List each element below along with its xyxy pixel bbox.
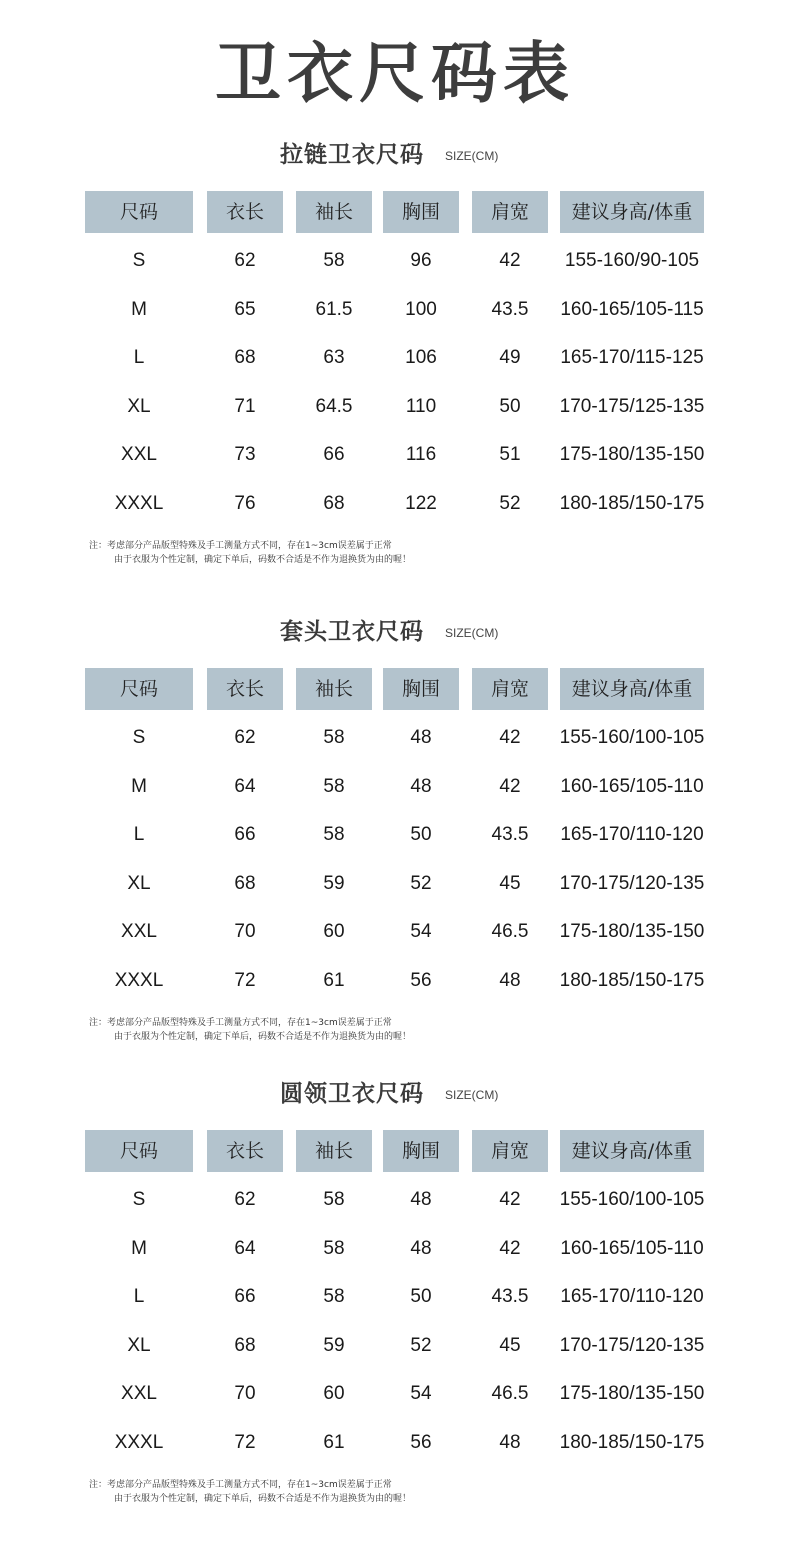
header-chest: 胸围 — [383, 1130, 459, 1172]
cell-sleeve: 58 — [323, 727, 345, 748]
size-table-section — [0, 1079, 790, 1504]
cell-size: XXXL — [114, 970, 164, 991]
cell-size: XXL — [121, 1383, 157, 1405]
table-row — [0, 1225, 790, 1273]
cell-size: XL — [127, 872, 151, 894]
cell-chest: 96 — [410, 250, 432, 271]
cell-chest: 48 — [410, 727, 432, 748]
cell-height-weight: 165-170/110-120 — [560, 1286, 704, 1308]
section-unit-label: SIZE(CM) — [445, 149, 499, 163]
header-chest: 胸围 — [383, 191, 459, 233]
table-header — [0, 1130, 790, 1172]
cell-height-weight: 180-185/150-175 — [559, 493, 705, 514]
disclaimer-line-2: 由于衣服为个性定制，确定下单后，码数不合适是不作为退换货为由的喔！ — [114, 1494, 412, 1504]
cell-length: 62 — [234, 250, 256, 271]
cell-size: XXXL — [114, 1432, 164, 1453]
cell-size: L — [133, 824, 145, 846]
cell-shoulder: 46.5 — [491, 921, 529, 943]
cell-sleeve: 66 — [323, 444, 345, 466]
cell-height-weight: 175-180/135-150 — [559, 444, 705, 466]
disclaimer-line-2: 由于衣服为个性定制，确定下单后，码数不合适是不作为退换货为由的喔！ — [114, 555, 412, 565]
cell-chest: 50 — [410, 1286, 432, 1308]
cell-length: 62 — [234, 727, 256, 748]
cell-sleeve: 59 — [323, 872, 345, 894]
table-row — [0, 957, 790, 1005]
disclaimer-line-1: 注：考虑部分产品版型特殊及手工测量方式不同，存在1~3cm误差属于正常 — [89, 541, 392, 551]
cell-height-weight: 170-175/125-135 — [559, 395, 705, 417]
section-title-text: 圆领卫衣尺码 — [280, 1081, 424, 1107]
cell-sleeve: 58 — [323, 1189, 345, 1210]
cell-shoulder: 42 — [499, 727, 521, 748]
table-row — [0, 1322, 790, 1370]
cell-chest: 56 — [410, 970, 432, 991]
cell-sleeve: 61 — [323, 1432, 345, 1453]
cell-shoulder: 45 — [499, 1334, 521, 1356]
cell-size: XL — [127, 1334, 151, 1356]
header-length: 衣长 — [207, 1130, 283, 1172]
cell-size: L — [133, 1286, 145, 1308]
cell-shoulder: 42 — [499, 1237, 521, 1259]
cell-height-weight: 165-170/110-120 — [560, 824, 704, 846]
cell-chest: 48 — [410, 775, 432, 797]
cell-chest: 54 — [410, 921, 432, 943]
table-row — [0, 1419, 790, 1467]
cell-height-weight: 180-185/150-175 — [559, 970, 705, 991]
header-sleeve: 袖长 — [296, 1130, 372, 1172]
cell-length: 66 — [234, 824, 256, 846]
cell-length: 68 — [234, 347, 256, 369]
cell-length: 64 — [234, 775, 256, 797]
cell-length: 62 — [234, 1189, 256, 1210]
header-shoulder: 肩宽 — [472, 191, 548, 233]
disclaimer-line-1: 注：考虑部分产品版型特殊及手工测量方式不同，存在1~3cm误差属于正常 — [89, 1480, 392, 1490]
cell-chest: 110 — [405, 395, 437, 417]
cell-height-weight: 160-165/105-115 — [560, 298, 704, 320]
cell-size: XXL — [121, 921, 157, 943]
cell-length: 68 — [234, 1334, 256, 1356]
disclaimer-line-1: 注：考虑部分产品版型特殊及手工测量方式不同，存在1~3cm误差属于正常 — [89, 1018, 392, 1028]
size-table-section — [0, 617, 790, 1042]
cell-length: 70 — [234, 921, 256, 943]
cell-shoulder: 43.5 — [491, 824, 529, 846]
cell-length: 72 — [234, 970, 256, 991]
table-row — [0, 480, 790, 528]
table-row — [0, 1273, 790, 1321]
cell-shoulder: 42 — [499, 1189, 521, 1210]
cell-length: 68 — [234, 872, 256, 894]
table-header — [0, 191, 790, 233]
cell-shoulder: 42 — [499, 775, 521, 797]
section-title — [0, 617, 790, 647]
header-height-weight: 建议身高/体重 — [560, 1130, 704, 1172]
size-table-section — [0, 140, 790, 565]
table-row — [0, 286, 790, 334]
header-height-weight: 建议身高/体重 — [560, 668, 704, 710]
cell-size: S — [132, 250, 146, 271]
section-title-text: 拉链卫衣尺码 — [280, 142, 424, 168]
cell-length: 71 — [234, 395, 256, 417]
table-header — [0, 668, 790, 710]
cell-sleeve: 58 — [323, 775, 345, 797]
cell-sleeve: 60 — [323, 1383, 345, 1405]
disclaimer-note — [89, 1016, 411, 1044]
cell-height-weight: 160-165/105-110 — [560, 1237, 704, 1259]
table-row — [0, 1176, 790, 1224]
cell-chest: 52 — [410, 872, 432, 894]
cell-size: M — [131, 1237, 147, 1259]
cell-size: M — [131, 298, 147, 320]
table-row — [0, 763, 790, 811]
cell-shoulder: 52 — [499, 493, 521, 514]
cell-shoulder: 46.5 — [491, 1383, 529, 1405]
section-unit-label: SIZE(CM) — [445, 626, 499, 640]
cell-length: 73 — [234, 444, 256, 466]
header-chest: 胸围 — [383, 668, 459, 710]
header-size: 尺码 — [85, 668, 193, 710]
table-row — [0, 237, 790, 285]
cell-sleeve: 58 — [323, 824, 345, 846]
cell-height-weight: 155-160/100-105 — [559, 727, 705, 748]
table-row — [0, 383, 790, 431]
cell-shoulder: 50 — [499, 395, 521, 417]
cell-chest: 54 — [410, 1383, 432, 1405]
cell-size: M — [131, 775, 147, 797]
cell-size: XXXL — [114, 493, 164, 514]
cell-shoulder: 51 — [499, 444, 521, 466]
cell-chest: 52 — [410, 1334, 432, 1356]
page-title: 卫衣尺码表 — [215, 35, 575, 112]
cell-shoulder: 43.5 — [491, 1286, 529, 1308]
cell-height-weight: 170-175/120-135 — [559, 1334, 705, 1356]
cell-height-weight: 155-160/100-105 — [559, 1189, 705, 1210]
header-length: 衣长 — [207, 191, 283, 233]
table-row — [0, 811, 790, 859]
header-height-weight: 建议身高/体重 — [560, 191, 704, 233]
header-shoulder: 肩宽 — [472, 1130, 548, 1172]
cell-size: S — [132, 727, 146, 748]
cell-size: XL — [127, 395, 151, 417]
cell-chest: 122 — [405, 493, 437, 514]
cell-shoulder: 45 — [499, 872, 521, 894]
cell-height-weight: 155-160/90-105 — [564, 250, 700, 271]
cell-sleeve: 58 — [323, 250, 345, 271]
cell-length: 66 — [234, 1286, 256, 1308]
cell-shoulder: 42 — [499, 250, 521, 271]
cell-length: 72 — [234, 1432, 256, 1453]
section-title — [0, 1079, 790, 1109]
disclaimer-line-2: 由于衣服为个性定制，确定下单后，码数不合适是不作为退换货为由的喔！ — [114, 1032, 412, 1042]
cell-chest: 100 — [405, 298, 437, 320]
cell-shoulder: 43.5 — [491, 298, 529, 320]
cell-length: 70 — [234, 1383, 256, 1405]
header-sleeve: 袖长 — [296, 191, 372, 233]
header-size: 尺码 — [85, 191, 193, 233]
cell-height-weight: 175-180/135-150 — [559, 921, 705, 943]
table-row — [0, 714, 790, 762]
cell-sleeve: 64.5 — [315, 395, 353, 417]
cell-length: 64 — [234, 1237, 256, 1259]
table-row — [0, 431, 790, 479]
cell-size: XXL — [121, 444, 157, 466]
cell-shoulder: 49 — [499, 347, 521, 369]
section-title — [0, 140, 790, 170]
cell-height-weight: 170-175/120-135 — [559, 872, 705, 894]
cell-sleeve: 61.5 — [315, 298, 353, 320]
cell-sleeve: 63 — [323, 347, 345, 369]
cell-shoulder: 48 — [499, 970, 521, 991]
cell-chest: 106 — [405, 347, 437, 369]
table-row — [0, 908, 790, 956]
cell-size: S — [132, 1189, 146, 1210]
disclaimer-note — [89, 1478, 411, 1506]
cell-size: L — [133, 347, 145, 369]
table-row — [0, 1370, 790, 1418]
header-shoulder: 肩宽 — [472, 668, 548, 710]
table-row — [0, 860, 790, 908]
cell-height-weight: 175-180/135-150 — [559, 1383, 705, 1405]
cell-height-weight: 165-170/115-125 — [560, 347, 704, 369]
disclaimer-note — [89, 539, 411, 567]
cell-sleeve: 58 — [323, 1286, 345, 1308]
cell-chest: 48 — [410, 1189, 432, 1210]
cell-chest: 48 — [410, 1237, 432, 1259]
section-unit-label: SIZE(CM) — [445, 1088, 499, 1102]
cell-sleeve: 58 — [323, 1237, 345, 1259]
cell-length: 65 — [234, 298, 256, 320]
cell-sleeve: 59 — [323, 1334, 345, 1356]
cell-shoulder: 48 — [499, 1432, 521, 1453]
cell-chest: 116 — [405, 444, 437, 466]
cell-chest: 50 — [410, 824, 432, 846]
cell-height-weight: 180-185/150-175 — [559, 1432, 705, 1453]
cell-sleeve: 68 — [323, 493, 345, 514]
header-length: 衣长 — [207, 668, 283, 710]
table-row — [0, 334, 790, 382]
header-size: 尺码 — [85, 1130, 193, 1172]
header-sleeve: 袖长 — [296, 668, 372, 710]
cell-chest: 56 — [410, 1432, 432, 1453]
cell-height-weight: 160-165/105-110 — [560, 775, 704, 797]
cell-sleeve: 60 — [323, 921, 345, 943]
section-title-text: 套头卫衣尺码 — [280, 619, 424, 645]
cell-length: 76 — [234, 493, 256, 514]
cell-sleeve: 61 — [323, 970, 345, 991]
